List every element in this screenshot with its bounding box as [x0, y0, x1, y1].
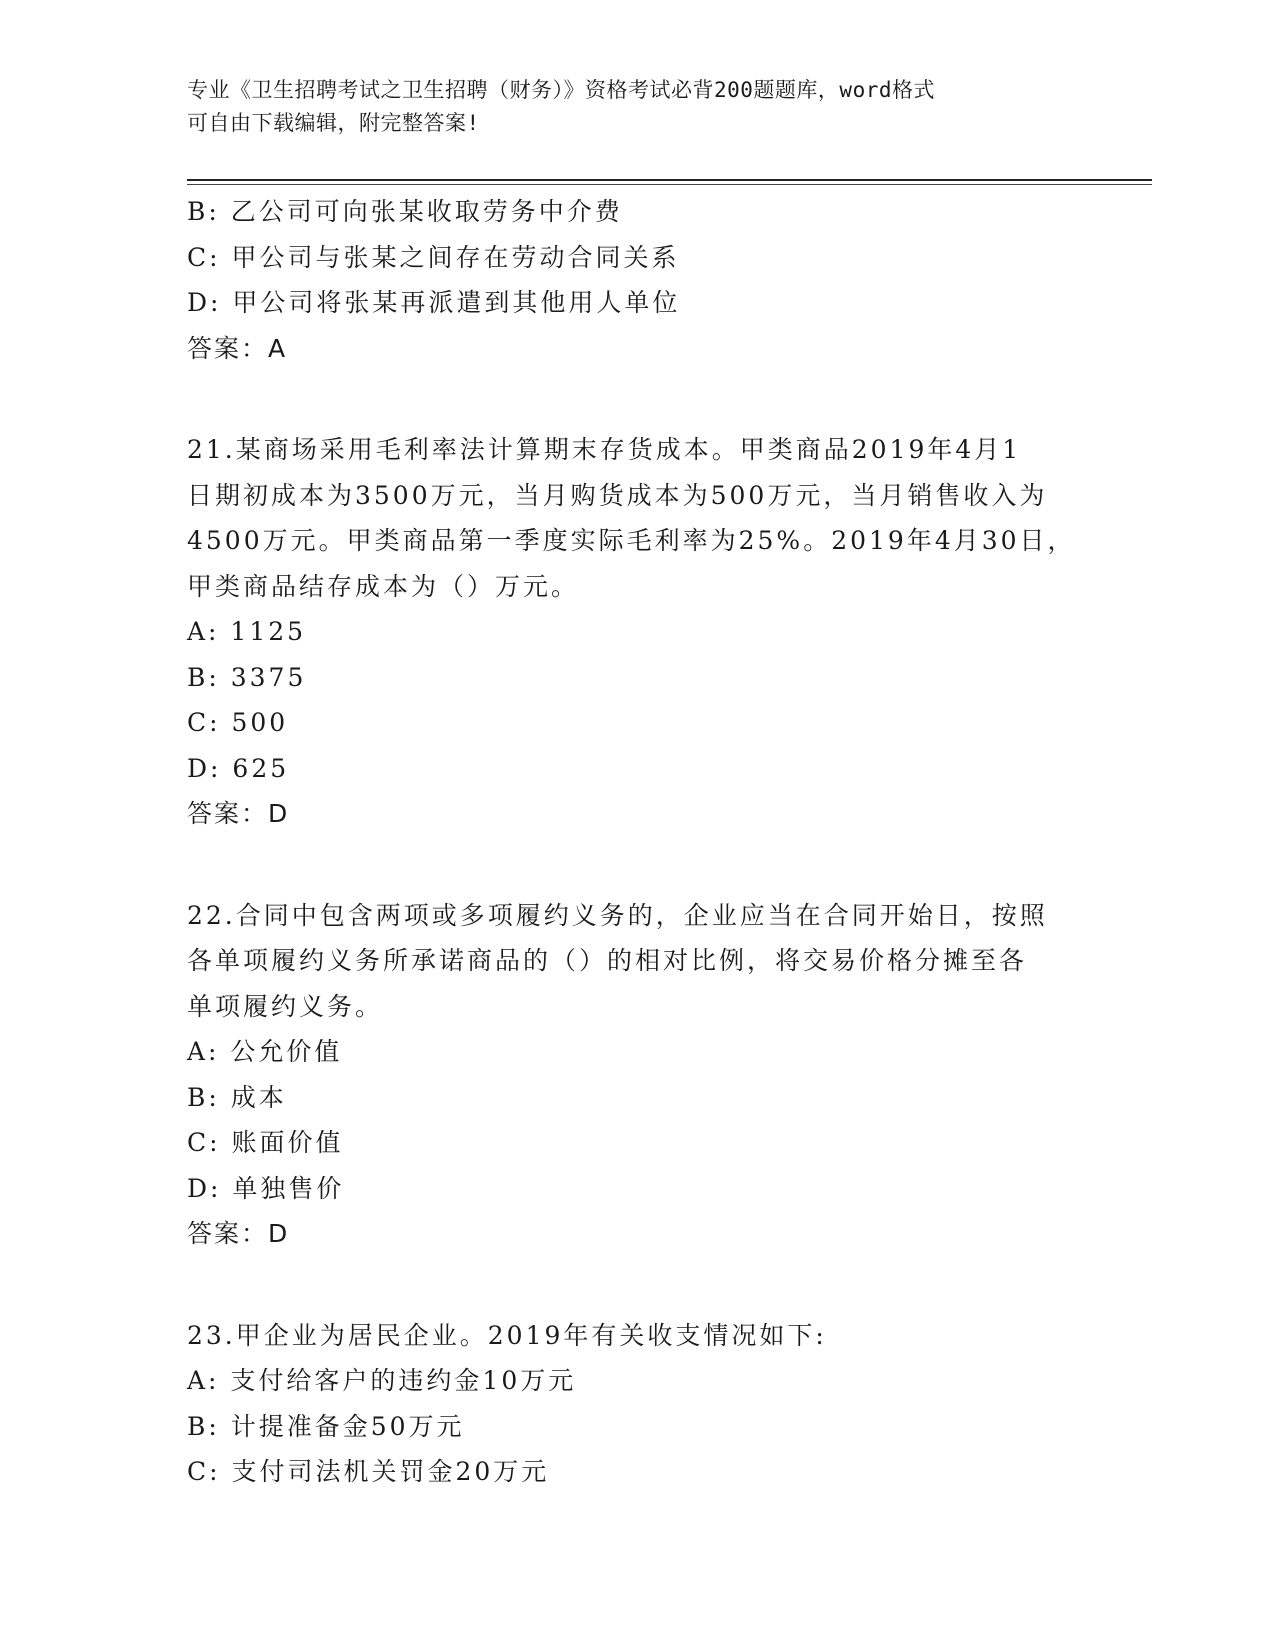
- question-22-stem-line: 各单项履约义务所承诺商品的（）的相对比例，将交易价格分摊至各: [187, 946, 1028, 975]
- answer-line: 答案：D: [187, 799, 290, 828]
- option-b: B: 3375: [187, 662, 307, 692]
- question-22-block: [187, 893, 1087, 1257]
- question-content: [187, 189, 1087, 1495]
- option-a: A: 1125: [187, 617, 307, 646]
- header-title-line-1: 专业《卫生招聘考试之卫生招聘（财务）》资格考试必背200题题库，word格式: [187, 78, 935, 102]
- spacer: [187, 837, 1087, 893]
- question-22-stem: [187, 893, 1087, 1030]
- option-d: D: 单独售价: [187, 1173, 345, 1203]
- question-21-stem-line: 日期初成本为3500万元，当月购货成本为500万元，当月销售收入为: [187, 480, 1048, 510]
- answer-line: 答案：A: [187, 333, 288, 363]
- question-21-block: [187, 427, 1087, 837]
- spacer: [187, 1257, 1087, 1313]
- answer-line: 答案：D: [187, 1219, 290, 1248]
- option-c: C: 支付司法机关罚金20万元: [187, 1457, 550, 1486]
- header-divider: [187, 179, 1152, 181]
- question-23-stem: [187, 1313, 1087, 1359]
- option-b: B: 计提准备金50万元: [187, 1411, 465, 1441]
- question-22-stem-line: 单项履约义务。: [187, 991, 384, 1021]
- option-c: C: 账面价值: [187, 1128, 344, 1157]
- question-21-stem-line: 4500万元。甲类商品第一季度实际毛利率为25%。2019年4月30日，: [187, 526, 1076, 555]
- option-d: D: 甲公司将张某再派遣到其他用人单位: [187, 288, 681, 317]
- header-title-line-2: 可自由下载编辑，附完整答案!: [187, 111, 480, 135]
- question-22-stem-line: 22.合同中包含两项或多项履约义务的，企业应当在合同开始日，按照: [187, 900, 1048, 930]
- question-21-stem: [187, 427, 1087, 609]
- option-a: A: 支付给客户的违约金10万元: [187, 1366, 577, 1395]
- document-header: [187, 74, 1067, 140]
- option-d: D: 625: [187, 753, 290, 783]
- question-23-stem-line: 23.甲企业为居民企业。2019年有关收支情况如下:: [187, 1320, 827, 1350]
- option-a: A: 公允价值: [187, 1037, 343, 1066]
- question-21-stem-line: 甲类商品结存成本为（）万元。: [187, 571, 580, 601]
- option-c: C: 500: [187, 708, 289, 737]
- question-23-block: [187, 1313, 1087, 1495]
- option-b: B: 乙公司可向张某收取劳务中介费: [187, 197, 623, 226]
- header-divider-thin: [187, 184, 1152, 185]
- question-21-stem-line: 21.某商场采用毛利率法计算期末存货成本。甲类商品2019年4月1: [187, 435, 1022, 464]
- previous-question-block: [187, 189, 1087, 371]
- spacer: [187, 371, 1087, 427]
- option-c: C: 甲公司与张某之间存在劳动合同关系: [187, 242, 680, 272]
- option-b: B: 成本: [187, 1082, 287, 1112]
